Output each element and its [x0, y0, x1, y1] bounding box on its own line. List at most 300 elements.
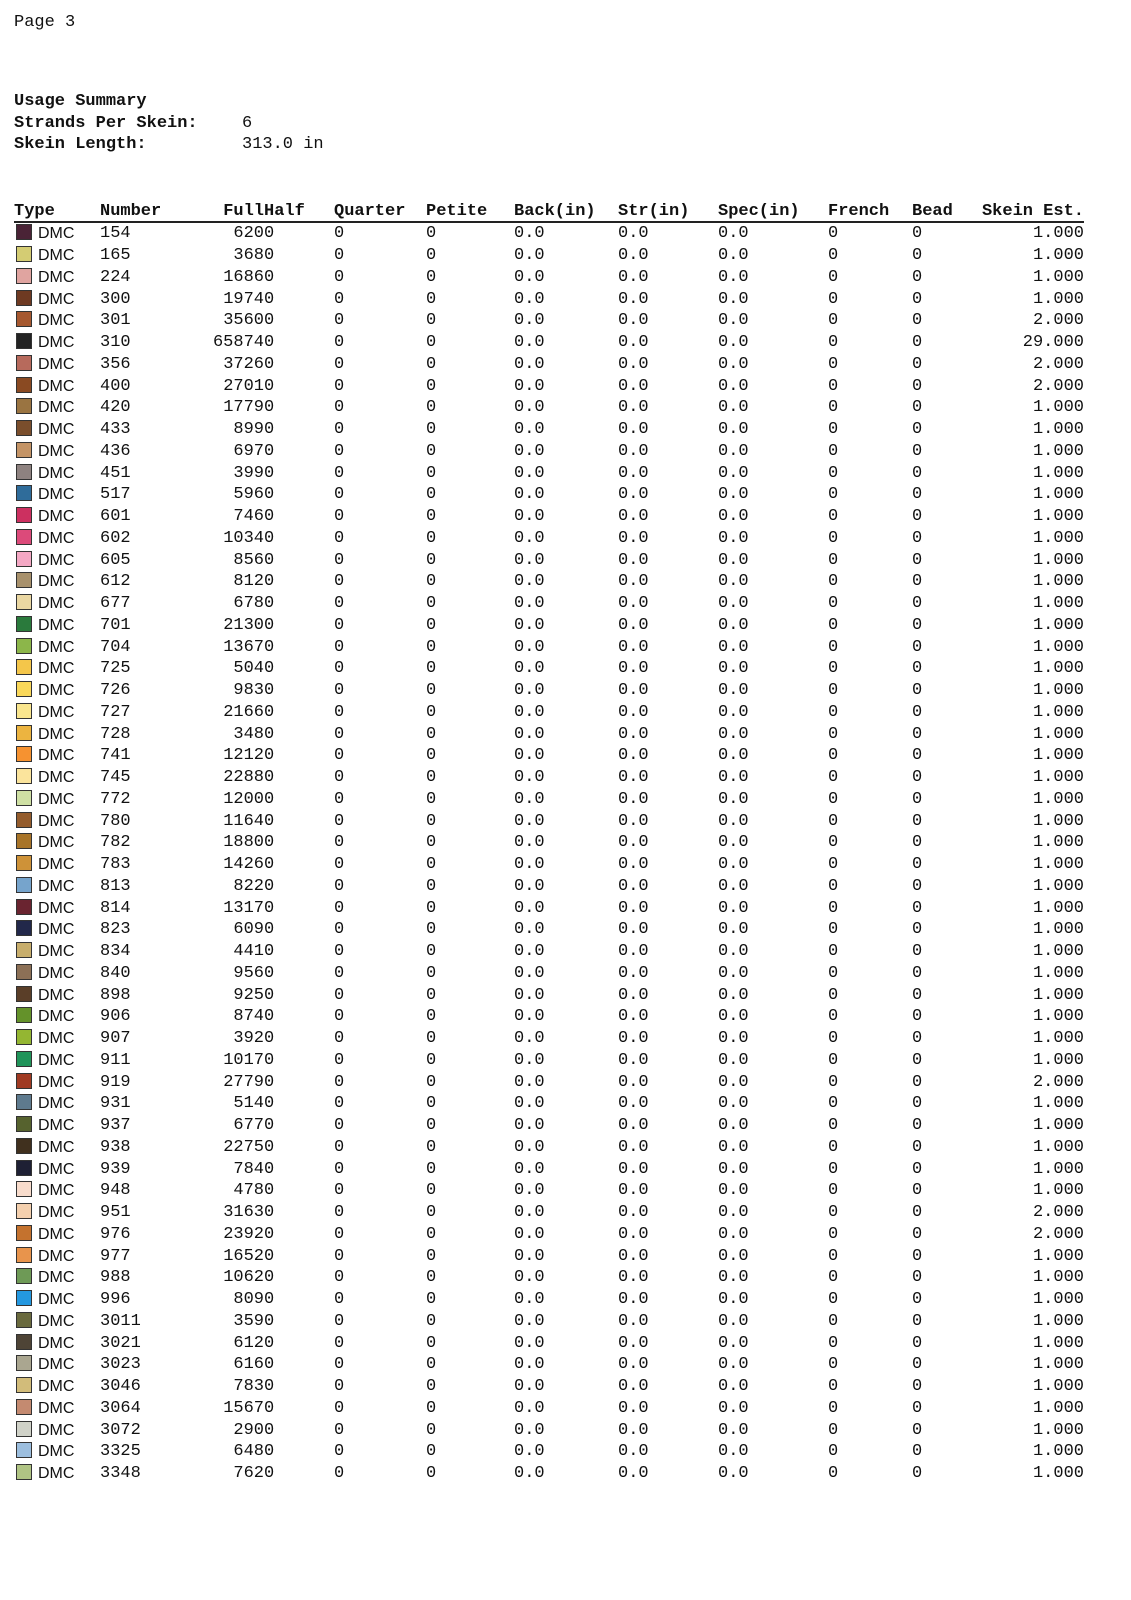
- usage-summary: [14, 91, 324, 156]
- skein-estimate: 1.000: [1032, 594, 1084, 614]
- french-count: 0: [828, 1246, 839, 1266]
- thread-type-cell: [14, 1376, 100, 1398]
- back-length: 0.0: [514, 1268, 545, 1288]
- thread-type-cell: [14, 984, 100, 1006]
- petite-count: 0: [426, 876, 437, 896]
- quarter-count: 0: [334, 1246, 345, 1266]
- back-length: 0.0: [514, 420, 545, 440]
- table-row: [14, 1398, 1084, 1420]
- skein-estimate: 1.000: [1032, 1246, 1084, 1266]
- thread-type: DMC: [38, 1443, 75, 1461]
- str-length: 0.0: [618, 637, 649, 657]
- table-row: [14, 810, 1084, 832]
- thread-type: DMC: [38, 486, 75, 504]
- half-count: 0: [264, 1268, 275, 1288]
- str-length: 0.0: [618, 659, 649, 679]
- skein-estimate: 1.000: [1032, 441, 1084, 461]
- quarter-count: 0: [334, 637, 345, 657]
- full-count: 1034: [223, 528, 264, 548]
- str-length: 0.0: [618, 855, 649, 875]
- skein-estimate: 2.000: [1032, 376, 1084, 396]
- full-count: 983: [233, 681, 264, 701]
- thread-number: 3348: [100, 1464, 141, 1484]
- col-header-petite: Petite: [426, 199, 514, 222]
- back-length: 0.0: [514, 1029, 545, 1049]
- skein-estimate: 1.000: [1032, 398, 1084, 418]
- full-count: 1426: [223, 855, 264, 875]
- thread-type: DMC: [38, 660, 75, 678]
- thread-number: 677: [100, 594, 131, 614]
- full-count: 1567: [223, 1398, 264, 1418]
- bead-count: 0: [912, 1224, 923, 1244]
- col-header-spec: Spec(in): [718, 199, 828, 222]
- color-swatch: [16, 442, 32, 458]
- back-length: 0.0: [514, 485, 545, 505]
- thread-type: DMC: [38, 1117, 75, 1135]
- spec-length: 0.0: [718, 920, 749, 940]
- thread-type: DMC: [38, 1073, 75, 1091]
- thread-type-cell: [14, 1332, 100, 1354]
- french-count: 0: [828, 1442, 839, 1462]
- half-count: 0: [264, 224, 275, 244]
- half-count: 0: [264, 550, 275, 570]
- thread-type: DMC: [38, 355, 75, 373]
- petite-count: 0: [426, 659, 437, 679]
- table-row: [14, 1332, 1084, 1354]
- back-length: 0.0: [514, 1181, 545, 1201]
- thread-number: 436: [100, 441, 131, 461]
- quarter-count: 0: [334, 724, 345, 744]
- petite-count: 0: [426, 333, 437, 353]
- thread-type-cell: [14, 354, 100, 376]
- table-row: [14, 876, 1084, 898]
- french-count: 0: [828, 289, 839, 309]
- color-swatch: [16, 268, 32, 284]
- thread-type-cell: [14, 593, 100, 615]
- str-length: 0.0: [618, 441, 649, 461]
- quarter-count: 0: [334, 702, 345, 722]
- table-row: [14, 702, 1084, 724]
- full-count: 783: [233, 1377, 264, 1397]
- spec-length: 0.0: [718, 528, 749, 548]
- table-row: [14, 832, 1084, 854]
- full-count: 784: [233, 1159, 264, 1179]
- french-count: 0: [828, 724, 839, 744]
- french-count: 0: [828, 985, 839, 1005]
- quarter-count: 0: [334, 789, 345, 809]
- bead-count: 0: [912, 1464, 923, 1484]
- bead-count: 0: [912, 1203, 923, 1223]
- table-row: [14, 1267, 1084, 1289]
- petite-count: 0: [426, 1029, 437, 1049]
- spec-length: 0.0: [718, 354, 749, 374]
- half-count: 0: [264, 963, 275, 983]
- skein-estimate: 1.000: [1032, 1268, 1084, 1288]
- back-length: 0.0: [514, 746, 545, 766]
- table-row: [14, 1202, 1084, 1224]
- thread-type-cell: [14, 245, 100, 267]
- thread-type: DMC: [38, 464, 75, 482]
- str-length: 0.0: [618, 289, 649, 309]
- thread-type-cell: [14, 310, 100, 332]
- color-swatch: [16, 1051, 32, 1067]
- str-length: 0.0: [618, 1116, 649, 1136]
- bead-count: 0: [912, 1442, 923, 1462]
- quarter-count: 0: [334, 333, 345, 353]
- table-row: [14, 789, 1084, 811]
- str-length: 0.0: [618, 615, 649, 635]
- quarter-count: 0: [334, 485, 345, 505]
- back-length: 0.0: [514, 376, 545, 396]
- spec-length: 0.0: [718, 550, 749, 570]
- thread-type-cell: [14, 854, 100, 876]
- back-length: 0.0: [514, 1290, 545, 1310]
- french-count: 0: [828, 615, 839, 635]
- thread-type: DMC: [38, 943, 75, 961]
- back-length: 0.0: [514, 1311, 545, 1331]
- str-length: 0.0: [618, 898, 649, 918]
- half-count: 0: [264, 267, 275, 287]
- thread-type: DMC: [38, 986, 75, 1004]
- skein-estimate: 1.000: [1032, 724, 1084, 744]
- back-length: 0.0: [514, 463, 545, 483]
- half-count: 0: [264, 572, 275, 592]
- half-count: 0: [264, 398, 275, 418]
- thread-type: DMC: [38, 725, 75, 743]
- color-swatch: [16, 1116, 32, 1132]
- bead-count: 0: [912, 224, 923, 244]
- quarter-count: 0: [334, 1224, 345, 1244]
- spec-length: 0.0: [718, 789, 749, 809]
- color-swatch: [16, 703, 32, 719]
- skein-estimate: 2.000: [1032, 1203, 1084, 1223]
- thread-type-cell: [14, 1441, 100, 1463]
- french-count: 0: [828, 1181, 839, 1201]
- half-count: 0: [264, 615, 275, 635]
- half-count: 0: [264, 1007, 275, 1027]
- table-row: [14, 723, 1084, 745]
- back-length: 0.0: [514, 681, 545, 701]
- thread-number: 783: [100, 855, 131, 875]
- thread-number: 3072: [100, 1420, 141, 1440]
- back-length: 0.0: [514, 246, 545, 266]
- strands-value: 6: [242, 113, 253, 133]
- thread-type: DMC: [38, 595, 75, 613]
- french-count: 0: [828, 942, 839, 962]
- full-count: 856: [233, 550, 264, 570]
- quarter-count: 0: [334, 507, 345, 527]
- color-swatch: [16, 1160, 32, 1176]
- table-row: [14, 222, 1084, 245]
- quarter-count: 0: [334, 224, 345, 244]
- thread-number: 420: [100, 398, 131, 418]
- thread-type-cell: [14, 549, 100, 571]
- spec-length: 0.0: [718, 1181, 749, 1201]
- spec-length: 0.0: [718, 746, 749, 766]
- petite-count: 0: [426, 1442, 437, 1462]
- petite-count: 0: [426, 1137, 437, 1157]
- thread-type: DMC: [38, 268, 75, 286]
- thread-number: 704: [100, 637, 131, 657]
- thread-type-cell: [14, 222, 100, 245]
- petite-count: 0: [426, 1007, 437, 1027]
- half-count: 0: [264, 876, 275, 896]
- skein-estimate: 1.000: [1032, 1442, 1084, 1462]
- bead-count: 0: [912, 920, 923, 940]
- half-count: 0: [264, 637, 275, 657]
- thread-type: DMC: [38, 312, 75, 330]
- full-count: 1974: [223, 289, 264, 309]
- color-swatch: [16, 681, 32, 697]
- color-swatch: [16, 311, 32, 327]
- str-length: 0.0: [618, 746, 649, 766]
- skein-estimate: 1.000: [1032, 528, 1084, 548]
- color-swatch: [16, 1442, 32, 1458]
- bead-count: 0: [912, 789, 923, 809]
- full-count: 290: [233, 1420, 264, 1440]
- table-row: [14, 397, 1084, 419]
- quarter-count: 0: [334, 1181, 345, 1201]
- bead-count: 0: [912, 1311, 923, 1331]
- color-swatch: [16, 616, 32, 632]
- skein-estimate: 1.000: [1032, 1137, 1084, 1157]
- bead-count: 0: [912, 985, 923, 1005]
- bead-count: 0: [912, 1268, 923, 1288]
- skein-estimate: 1.000: [1032, 550, 1084, 570]
- french-count: 0: [828, 550, 839, 570]
- thread-number: 433: [100, 420, 131, 440]
- bead-count: 0: [912, 963, 923, 983]
- half-count: 0: [264, 1398, 275, 1418]
- color-swatch: [16, 572, 32, 588]
- spec-length: 0.0: [718, 1420, 749, 1440]
- usage-table-body: [14, 222, 1084, 1485]
- skein-estimate: 1.000: [1032, 1398, 1084, 1418]
- thread-type-cell: [14, 789, 100, 811]
- skein-estimate: 1.000: [1032, 246, 1084, 266]
- quarter-count: 0: [334, 1159, 345, 1179]
- full-count: 392: [233, 1029, 264, 1049]
- half-count: 0: [264, 463, 275, 483]
- str-length: 0.0: [618, 485, 649, 505]
- full-count: 1779: [223, 398, 264, 418]
- french-count: 0: [828, 1072, 839, 1092]
- spec-length: 0.0: [718, 289, 749, 309]
- bead-count: 0: [912, 1072, 923, 1092]
- table-row: [14, 767, 1084, 789]
- table-row: [14, 310, 1084, 332]
- color-swatch: [16, 529, 32, 545]
- petite-count: 0: [426, 441, 437, 461]
- half-count: 0: [264, 1203, 275, 1223]
- half-count: 0: [264, 746, 275, 766]
- color-swatch: [16, 1464, 32, 1480]
- half-count: 0: [264, 354, 275, 374]
- spec-length: 0.0: [718, 463, 749, 483]
- spec-length: 0.0: [718, 507, 749, 527]
- skein-estimate: 1.000: [1032, 1007, 1084, 1027]
- half-count: 0: [264, 1224, 275, 1244]
- petite-count: 0: [426, 1246, 437, 1266]
- petite-count: 0: [426, 724, 437, 744]
- color-swatch: [16, 1181, 32, 1197]
- bead-count: 0: [912, 1377, 923, 1397]
- back-length: 0.0: [514, 724, 545, 744]
- quarter-count: 0: [334, 441, 345, 461]
- back-length: 0.0: [514, 1464, 545, 1484]
- quarter-count: 0: [334, 1355, 345, 1375]
- half-count: 0: [264, 528, 275, 548]
- thread-type-cell: [14, 571, 100, 593]
- str-length: 0.0: [618, 789, 649, 809]
- petite-count: 0: [426, 942, 437, 962]
- half-count: 0: [264, 833, 275, 853]
- str-length: 0.0: [618, 1181, 649, 1201]
- bead-count: 0: [912, 1333, 923, 1353]
- spec-length: 0.0: [718, 1203, 749, 1223]
- str-length: 0.0: [618, 1355, 649, 1375]
- thread-type: DMC: [38, 1312, 75, 1330]
- quarter-count: 0: [334, 746, 345, 766]
- thread-type: DMC: [38, 1421, 75, 1439]
- table-header-row: [14, 199, 1084, 222]
- color-swatch: [16, 377, 32, 393]
- thread-type: DMC: [38, 682, 75, 700]
- full-count: 2275: [223, 1137, 264, 1157]
- spec-length: 0.0: [718, 1050, 749, 1070]
- skein-estimate: 1.000: [1032, 1116, 1084, 1136]
- full-count: 2288: [223, 768, 264, 788]
- quarter-count: 0: [334, 811, 345, 831]
- petite-count: 0: [426, 572, 437, 592]
- half-count: 0: [264, 246, 275, 266]
- spec-length: 0.0: [718, 441, 749, 461]
- thread-number: 823: [100, 920, 131, 940]
- back-length: 0.0: [514, 398, 545, 418]
- table-row: [14, 1354, 1084, 1376]
- back-length: 0.0: [514, 507, 545, 527]
- str-length: 0.0: [618, 398, 649, 418]
- color-swatch: [16, 420, 32, 436]
- bead-count: 0: [912, 681, 923, 701]
- skein-estimate: 1.000: [1032, 1377, 1084, 1397]
- skein-estimate: 1.000: [1032, 811, 1084, 831]
- table-row: [14, 1158, 1084, 1180]
- bead-count: 0: [912, 398, 923, 418]
- thread-number: 601: [100, 507, 131, 527]
- back-length: 0.0: [514, 1420, 545, 1440]
- str-length: 0.0: [618, 1464, 649, 1484]
- half-count: 0: [264, 920, 275, 940]
- french-count: 0: [828, 1137, 839, 1157]
- bead-count: 0: [912, 572, 923, 592]
- back-length: 0.0: [514, 1224, 545, 1244]
- thread-type-cell: [14, 658, 100, 680]
- spec-length: 0.0: [718, 485, 749, 505]
- half-count: 0: [264, 311, 275, 331]
- full-count: 762: [233, 1464, 264, 1484]
- quarter-count: 0: [334, 311, 345, 331]
- back-length: 0.0: [514, 768, 545, 788]
- skein-estimate: 1.000: [1032, 985, 1084, 1005]
- quarter-count: 0: [334, 876, 345, 896]
- table-row: [14, 1245, 1084, 1267]
- thread-number: 726: [100, 681, 131, 701]
- thread-number: 948: [100, 1181, 131, 1201]
- thread-number: 741: [100, 746, 131, 766]
- quarter-count: 0: [334, 572, 345, 592]
- petite-count: 0: [426, 594, 437, 614]
- thread-type: DMC: [38, 377, 75, 395]
- bead-count: 0: [912, 311, 923, 331]
- thread-number: 3021: [100, 1333, 141, 1353]
- french-count: 0: [828, 1159, 839, 1179]
- back-length: 0.0: [514, 354, 545, 374]
- skein-estimate: 2.000: [1032, 1224, 1084, 1244]
- color-swatch: [16, 1312, 32, 1328]
- skein-estimate: 1.000: [1032, 463, 1084, 483]
- french-count: 0: [828, 1420, 839, 1440]
- full-count: 678: [233, 594, 264, 614]
- table-row: [14, 941, 1084, 963]
- color-swatch: [16, 725, 32, 741]
- full-count: 348: [233, 724, 264, 744]
- bead-count: 0: [912, 1050, 923, 1070]
- back-length: 0.0: [514, 1203, 545, 1223]
- thread-type-cell: [14, 1093, 100, 1115]
- half-count: 0: [264, 1094, 275, 1114]
- full-count: 399: [233, 463, 264, 483]
- back-length: 0.0: [514, 289, 545, 309]
- quarter-count: 0: [334, 1137, 345, 1157]
- thread-type: DMC: [38, 812, 75, 830]
- half-count: 0: [264, 811, 275, 831]
- str-length: 0.0: [618, 528, 649, 548]
- color-swatch: [16, 812, 32, 828]
- table-row: [14, 1115, 1084, 1137]
- back-length: 0.0: [514, 1050, 545, 1070]
- bead-count: 0: [912, 1181, 923, 1201]
- bead-count: 0: [912, 1159, 923, 1179]
- full-count: 1317: [223, 898, 264, 918]
- bead-count: 0: [912, 702, 923, 722]
- french-count: 0: [828, 1094, 839, 1114]
- half-count: 0: [264, 333, 275, 353]
- petite-count: 0: [426, 550, 437, 570]
- skein-estimate: 1.000: [1032, 1464, 1084, 1484]
- table-row: [14, 745, 1084, 767]
- quarter-count: 0: [334, 1072, 345, 1092]
- thread-type: DMC: [38, 508, 75, 526]
- table-row: [14, 1419, 1084, 1441]
- table-row: [14, 1071, 1084, 1093]
- half-count: 0: [264, 376, 275, 396]
- petite-count: 0: [426, 1464, 437, 1484]
- table-row: [14, 636, 1084, 658]
- thread-number: 780: [100, 811, 131, 831]
- thread-type-cell: [14, 1137, 100, 1159]
- spec-length: 0.0: [718, 1398, 749, 1418]
- french-count: 0: [828, 485, 839, 505]
- str-length: 0.0: [618, 1072, 649, 1092]
- col-header-french: French: [828, 199, 912, 222]
- color-swatch: [16, 398, 32, 414]
- spec-length: 0.0: [718, 637, 749, 657]
- thread-type: DMC: [38, 1225, 75, 1243]
- bead-count: 0: [912, 746, 923, 766]
- bead-count: 0: [912, 1007, 923, 1027]
- full-count: 746: [233, 507, 264, 527]
